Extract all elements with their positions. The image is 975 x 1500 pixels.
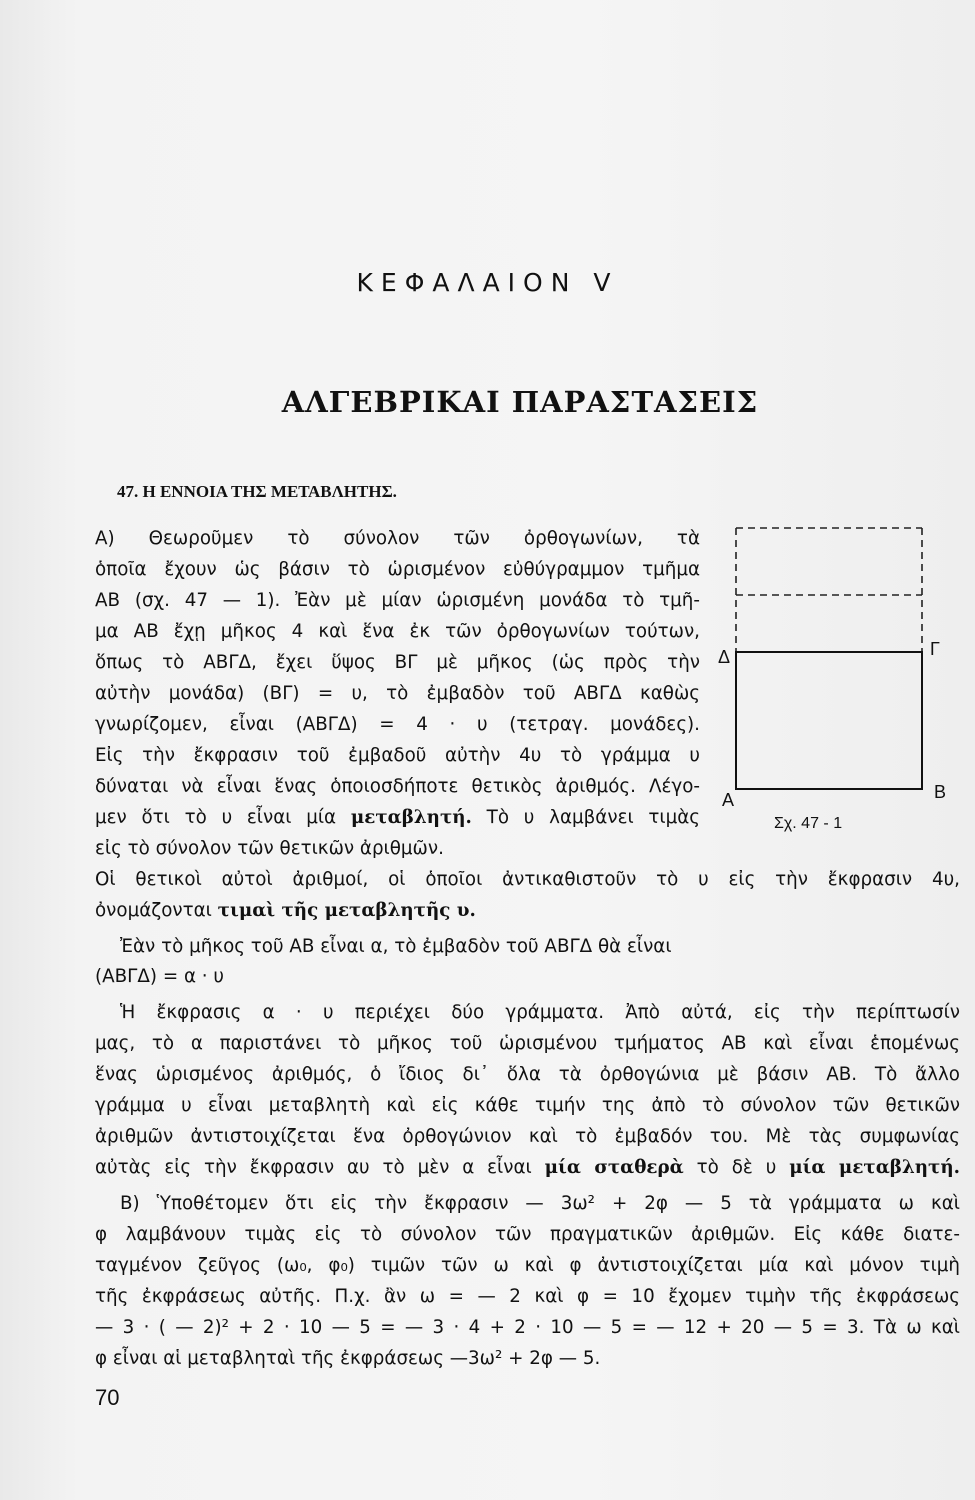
formula-line: (ΑΒΓΔ) = α · υ [95, 966, 225, 987]
text-line: γνωρίζομεν, εἶναι (ΑΒΓΔ) = 4 · υ (τετραγ. μονάδες). [95, 714, 700, 735]
text-line: ΑΒ (σχ. 47 — 1). Ἐὰν μὲ μίαν ὡρισμένη μονάδα τὸ τμῆ- [95, 590, 700, 611]
term-variable: μία μεταβλητή. [789, 1157, 961, 1178]
text-line: μα ΑΒ ἔχῃ μῆκος 4 καὶ ἕνα ἐκ τῶν ὀρθογωνίων τούτων, [95, 621, 700, 642]
text-line: δύναται νὰ εἶναι ἕνας ὁποιοσδήποτε θετικὸς ἀριθμός. Λέγο- [95, 776, 700, 797]
text-run: μεν ὅτι τὸ υ εἶναι μία [95, 807, 351, 828]
text-line: Ἡ ἔκφρασις α · υ περιέχει δύο γράμματα. Ἀπὸ αὐτά, εἰς τὴν περίπτωσίν [120, 1002, 960, 1023]
text-line: τῆς ἐκφράσεως αὐτῆς. Π.χ. ἂν ω = — 2 καὶ φ = 10 ἔχομεν τιμὴν τῆς ἐκφράσεως [95, 1286, 960, 1307]
text-run: τὸ δὲ υ [683, 1157, 790, 1178]
text-line: Οἱ θετικοὶ αὐτοὶ ἀριθμοί, οἱ ὁποῖοι ἀντικαθιστοῦν τὸ υ εἰς τὴν ἔκφρασιν 4υ, [95, 869, 960, 890]
text-line: μας, τὸ α παριστάνει τὸ μῆκος τοῦ ὡρισμένου τμήματος ΑΒ καὶ εἶναι ἑπομένως [95, 1033, 960, 1054]
text-line: ὁποῖα ἔχουν ὡς βάσιν τὸ ὡρισμένον εὐθύγραμμον τμῆμα [95, 559, 700, 580]
rectangle-diagram [712, 520, 952, 840]
text-line: ἕνας ὡρισμένος ἀριθμός, ὁ ἴδιος δι᾽ ὅλα τὰ ὀρθογώνια μὲ βάσιν ΑΒ. Τὸ ἄλλο [95, 1064, 960, 1085]
label-d: Δ [718, 647, 731, 667]
text-line: ὅπως τὸ ΑΒΓΔ, ἔχει ὕψος ΒΓ μὲ μῆκος (ὡς πρὸς τὴν [95, 652, 700, 673]
label-g: Γ [930, 639, 940, 659]
text-line [95, 809, 700, 827]
page-number: 70 [95, 1385, 120, 1410]
text-line: εἰς τὸ σύνολον τῶν θετικῶν ἀριθμῶν. [95, 838, 444, 859]
text-line: Α) Θεωροῦμεν τὸ σύνολον τῶν ὀρθογωνίων, τὰ [95, 528, 700, 549]
text-line: Β) Ὑποθέτομεν ὅτι εἰς τὴν ἔκφρασιν — 3ω² + 2φ — 5 τὰ γράμματα ω καὶ [120, 1193, 960, 1214]
text-line: ταγμένον ζεῦγος (ω₀, φ₀) τιμῶν τῶν ω καὶ φ ἀντιστοιχίζεται μία καὶ μόνον τιμὴ [95, 1255, 960, 1276]
text-line: Ἐὰν τὸ μῆκος τοῦ ΑΒ εἶναι α, τὸ ἐμβαδὸν τοῦ ΑΒΓΔ θὰ εἶναι [120, 936, 672, 957]
text-line: φ λαμβάνουν τιμὰς εἰς τὸ σύνολον τῶν πραγματικῶν ἀριθμῶν. Εἰς κάθε διατε- [95, 1224, 960, 1245]
text-line: Εἰς τὴν ἔκφρασιν τοῦ ἐμβαδοῦ αὐτὴν 4υ τὸ γράμμα υ [95, 745, 700, 766]
text-line: αὐτὴν μονάδα) (ΒΓ) = υ, τὸ ἐμβαδὸν τοῦ ΑΒΓΔ καθὼς [95, 683, 700, 704]
text-line: ἀριθμῶν ἀντιστοιχίζεται ἕνα ὀρθογώνιον καὶ τὸ ἐμβαδόν του. Μὲ τὰς συμφωνίας [95, 1126, 960, 1147]
chapter-title: ΑΛΓΕΒΡΙΚΑΙ ΠΑΡΑΣΤΑΣΕΙΣ [281, 385, 759, 419]
text-line [95, 1159, 960, 1177]
rectangle-abgd [736, 652, 922, 789]
text-line: γράμμα υ εἶναι μεταβλητὴ καὶ εἰς κάθε τιμήν της ἀπὸ τὸ σύνολον τῶν θετικῶν [95, 1095, 960, 1116]
label-a: Α [722, 790, 735, 810]
term-values: τιμαὶ τῆς μεταβλητῆς υ. [217, 900, 476, 921]
text-line [95, 902, 476, 920]
section-heading: 47. Η ΕΝΝΟΙΑ ΤΗΣ ΜΕΤΑΒΛΗΤΗΣ. [117, 482, 397, 501]
term-variable: μεταβλητή. [350, 807, 472, 828]
term-constant: μία σταθερὰ [544, 1157, 684, 1178]
label-b: Β [934, 782, 947, 802]
text-line: φ εἶναι αἱ μεταβληταὶ τῆς ἐκφράσεως —3ω² + 2φ — 5. [95, 1348, 601, 1369]
text-line: — 3 · ( — 2)² + 2 · 10 — 5 = — 3 · 4 + 2 · 10 — 5 = — 12 + 20 — 5 = 3. Τὰ ω καὶ [95, 1317, 960, 1338]
text-run: ὀνομάζονται [95, 900, 218, 921]
chapter-heading: ΚΕΦΑΛΑΙΟΝ V [356, 268, 619, 297]
figure-rectangles [712, 520, 952, 840]
figure-caption: Σχ. 47 - 1 [774, 815, 843, 832]
text-run: Τὸ υ λαμβάνει τιμὰς [471, 807, 701, 828]
text-run: αὐτὰς εἰς τὴν ἔκφρασιν αυ τὸ μὲν α εἶναι [95, 1157, 545, 1178]
